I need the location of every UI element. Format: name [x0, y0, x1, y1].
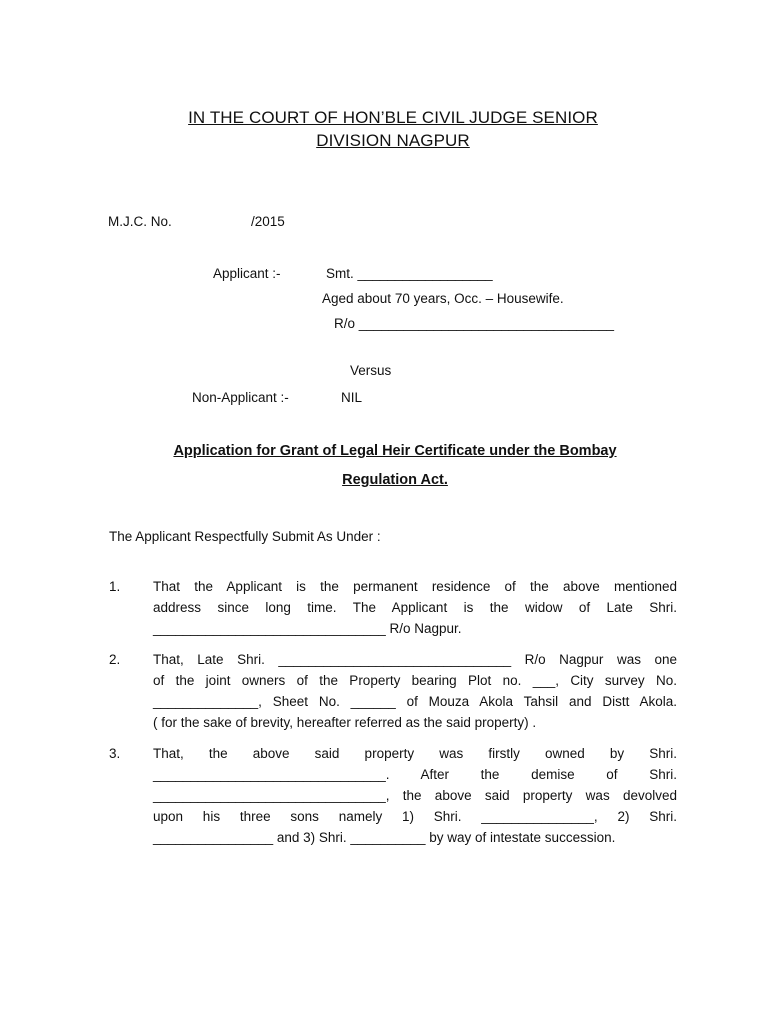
applicant-label: Applicant :-: [213, 266, 281, 281]
court-title-line2: DIVISION NAGPUR: [316, 131, 470, 150]
applicant-residence: R/o __________________________________: [334, 316, 615, 331]
paragraph-line: upon his three sons namely 1) Shri. _______________, 2) Shri.: [153, 809, 677, 824]
court-title-line1: IN THE COURT OF HON’BLE CIVIL JUDGE SENIOR: [188, 108, 598, 127]
paragraph-line: ________________ and 3) Shri. __________ by way of intestate succession.: [153, 830, 616, 845]
paragraph-line: _______________________________, the above said property was devolved: [153, 788, 677, 803]
paragraph-number: 3.: [109, 746, 121, 761]
paragraph-body: [153, 576, 677, 639]
non-applicant-value: NIL: [341, 390, 363, 405]
application-title-line1: Application for Grant of Legal Heir Certificate under the Bombay: [173, 443, 617, 459]
versus-label: Versus: [350, 363, 392, 378]
paragraph-line: _______________________________ R/o Nagpur.: [153, 621, 462, 636]
paragraph-number: 2.: [109, 652, 121, 667]
paragraph-line: That, Late Shri. _______________________________ R/o Nagpur was one: [153, 652, 677, 667]
paragraph-line: That the Applicant is the permanent residence of the above mentioned: [153, 579, 677, 594]
mjc-year: /2015: [251, 214, 285, 229]
non-applicant-label: Non-Applicant :-: [192, 390, 289, 405]
applicant-details: Aged about 70 years, Occ. – Housewife.: [322, 291, 564, 306]
paragraph-body: [153, 743, 677, 848]
paragraph-line: of the joint owners of the Property bearing Plot no. ___, City survey No.: [153, 673, 677, 688]
applicant-name: Smt. __________________: [326, 266, 493, 281]
paragraph-line: ______________, Sheet No. ______ of Mouza Akola Tahsil and Distt Akola.: [153, 694, 677, 709]
paragraph-line: _______________________________. After the demise of Shri.: [153, 767, 677, 782]
application-title-line2: Regulation Act.: [342, 472, 448, 488]
paragraph-line: address since long time. The Applicant is the widow of Late Shri.: [153, 600, 677, 615]
mjc-number-label: M.J.C. No.: [108, 214, 172, 229]
paragraph-line: ( for the sake of brevity, hereafter referred as the said property) .: [153, 715, 537, 730]
paragraph-line: That, the above said property was firstly owned by Shri.: [153, 746, 677, 761]
paragraph-body: [153, 649, 677, 733]
paragraph-number: 1.: [109, 579, 121, 594]
intro-text: The Applicant Respectfully Submit As Under :: [109, 529, 381, 544]
